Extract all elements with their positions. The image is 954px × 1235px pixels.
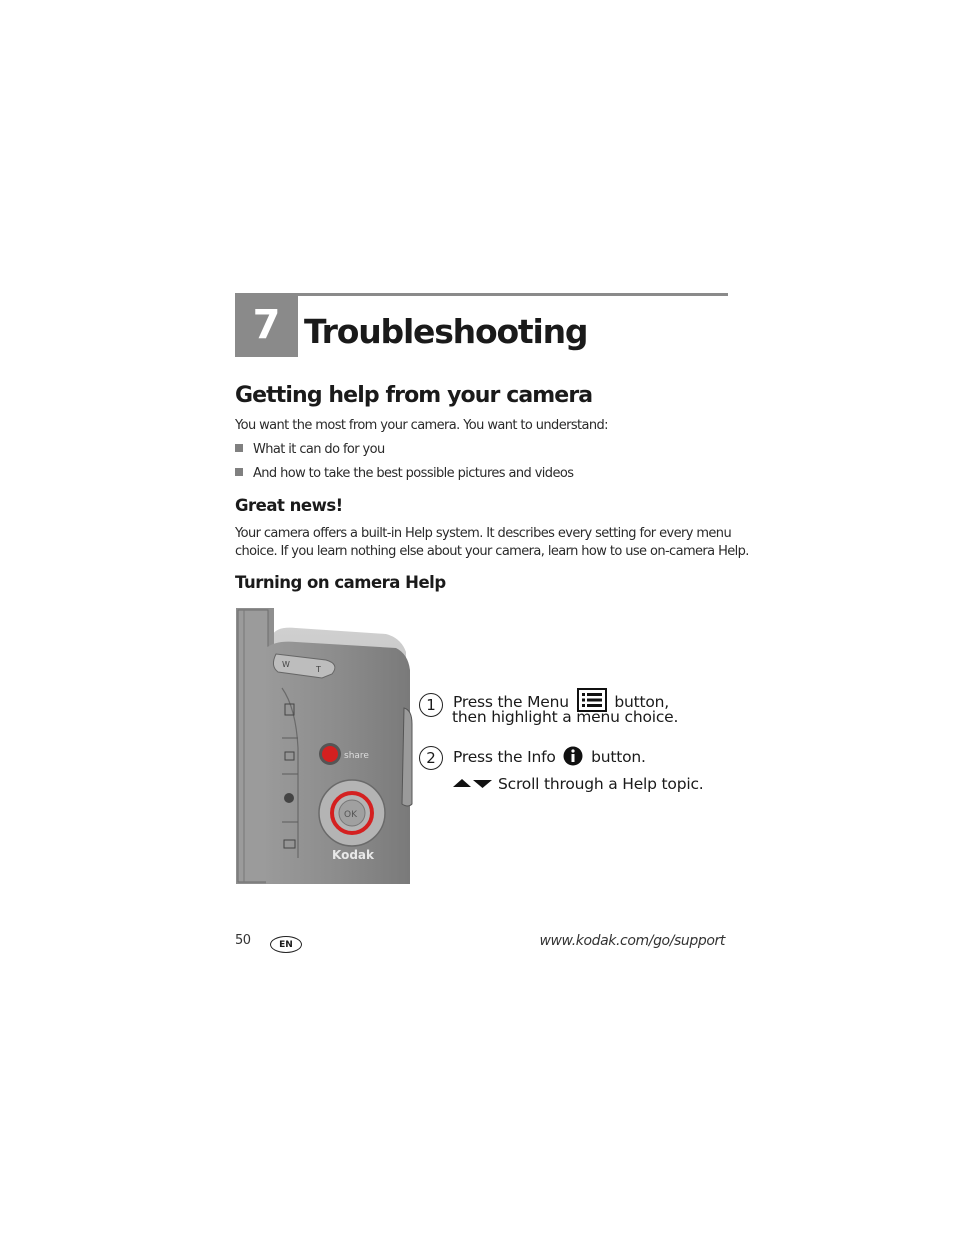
chapter-rule <box>235 293 728 296</box>
share-button-illustration <box>322 746 338 762</box>
step-1-number: 1 <box>419 693 443 717</box>
step-1-text: Press the Menu button, <box>453 688 669 712</box>
bullet-square-icon <box>235 444 243 452</box>
step-1-line-2: then highlight a menu choice. <box>452 708 679 726</box>
bullet-item: What it can do for you <box>235 442 385 457</box>
step-2-text: Press the Info button. <box>453 748 646 766</box>
kodak-logo: Kodak <box>332 848 374 862</box>
step-2-number: 2 <box>419 746 443 770</box>
page-number: 50 <box>235 933 251 948</box>
bullet-square-icon <box>235 468 243 476</box>
info-icon <box>563 746 583 766</box>
section-intro: You want the most from your camera. You want to understand: <box>235 418 608 433</box>
info-side-icon <box>284 793 294 803</box>
zoom-t-label: T <box>316 665 321 674</box>
zoom-w-label: W <box>282 660 290 669</box>
chapter-number: 7 <box>235 293 298 357</box>
ok-label: OK <box>344 810 357 820</box>
language-badge: EN <box>270 936 302 953</box>
bullet-item: And how to take the best possible pictures and videos <box>235 466 573 481</box>
share-label: share <box>344 751 369 761</box>
chapter-title: Troubleshooting <box>304 312 588 351</box>
section-title: Getting help from your camera <box>235 383 593 408</box>
great-news-title: Great news! <box>235 496 343 515</box>
great-news-line-2: choice. If you learn nothing else about your camera, learn how to use on-camera Help. <box>235 544 749 559</box>
great-news-line-1: Your camera offers a built-in Help system. It describes every setting for every menu <box>235 526 732 541</box>
up-down-arrows-icon <box>452 776 494 790</box>
camera-back-illustration <box>236 608 421 884</box>
support-url[interactable]: www.kodak.com/go/support <box>539 933 725 949</box>
scroll-row: Scroll through a Help topic. <box>452 775 704 793</box>
turning-on-title: Turning on camera Help <box>235 573 446 592</box>
